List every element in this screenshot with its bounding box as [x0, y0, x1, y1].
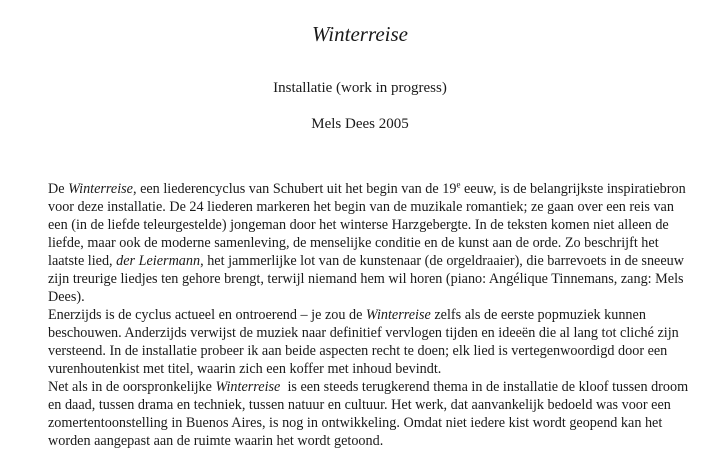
paragraph-intro	[48, 180, 708, 306]
text-run: Net als in de oorspronkelijke	[48, 379, 216, 395]
text-line: en daad, tussen drama en techniek, tussen natuur en cultuur. Het werk, dat aanvankelijk bedoeld was voor een	[48, 397, 671, 413]
work-title-italic: Winterreise	[68, 181, 133, 197]
text-run: De	[48, 181, 69, 197]
text-line	[48, 180, 708, 198]
text-line: beschouwen. Anderzijds verwijst de muziek naar definitief vervlogen tijden en ideeën die al lang tot cliché zijn	[48, 325, 679, 341]
work-title-italic: Winterreise	[365, 307, 431, 323]
text-line: een (in de liefde teleurgestelde) jongeman door het winterse Harzgebergte. In de teksten komen niet alleen de	[48, 217, 669, 233]
text-line	[48, 252, 708, 270]
text-line: zomertentoonstelling in Buenos Aires, is nog in ontwikkeling. Omdat niet iedere kist wordt geopend kan het	[48, 415, 663, 431]
text-line: liefde, maar ook de moderne samenleving, de menselijke conditie en de kunst aan de orde. Zo beschrijft het	[48, 235, 659, 251]
song-title-italic: der Leiermann	[116, 253, 201, 269]
text-run: , het jammerlijke lot van de kunstenaar (de orgeldraaier), die barrevoets in de sneeuw	[200, 253, 684, 269]
text-run: Enerzijds is de cyclus actueel en ontroerend – je zou de	[48, 307, 366, 323]
text-line: voor deze installatie. De 24 liederen markeren het begin van de muzikale romantiek; ze gaan over een reis van	[48, 199, 674, 215]
text-run: is een steeds terugkerend thema in de installatie de kloof tussen droom	[280, 379, 689, 395]
text-line: versteend. In de installatie probeer ik aan beide aspecten recht te doen; elk lied is vertegenwoordigd door een	[48, 343, 668, 359]
text-line	[48, 306, 708, 324]
document-subtitle: Installatie (work in progress)	[273, 80, 447, 96]
document-title: Winterreise	[311, 22, 409, 46]
text-line	[48, 378, 708, 396]
text-line: vurenhoutenkist met titel, waarin zich een koffer met inhoud bevindt.	[48, 361, 442, 377]
paragraph-installation	[48, 306, 708, 450]
text-line: Dees).	[48, 289, 85, 305]
text-run: laatste lied,	[48, 253, 117, 269]
work-title-italic: Winterreise	[215, 379, 281, 395]
author-year: Mels Dees 2005	[311, 116, 409, 132]
superscript: e	[456, 179, 461, 190]
text-run: zelfs als de eerste popmuziek kunnen	[430, 307, 646, 323]
text-run: eeuw, is de belangrijkste inspiratiebron	[460, 181, 686, 197]
text-run: , een liederencyclus van Schubert uit het begin van de 19	[132, 181, 457, 197]
text-line: zijn treurige liedjes ten gehore brengt, terwijl niemand hem wil horen (piano: Angélique Tinnemans, zang: Mels	[48, 271, 684, 287]
text-line: worden aangepast aan de ruimte waarin het wordt getoond.	[48, 433, 384, 449]
